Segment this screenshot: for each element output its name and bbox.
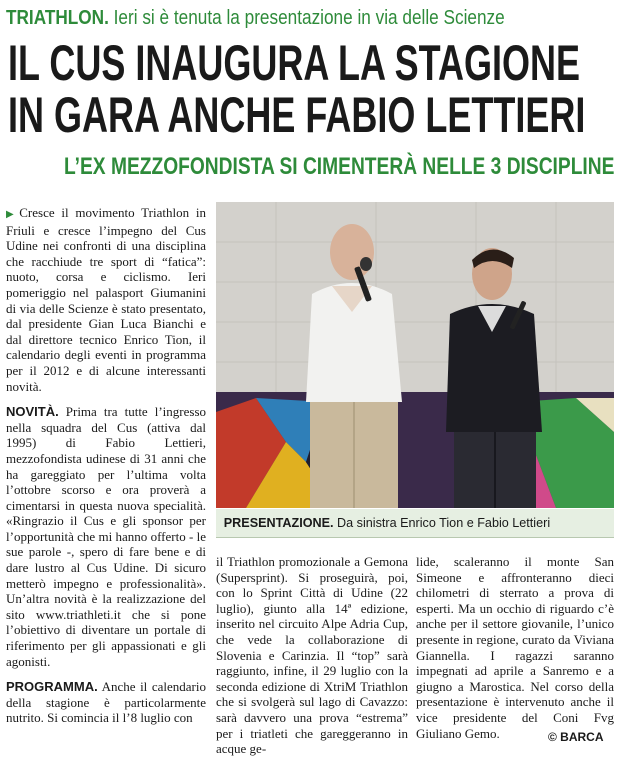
headline-line-1: IL CUS INAUGURA LA STAGIONE [8, 35, 581, 91]
novita-paragraph [6, 404, 206, 669]
column-2-paragraph: il Triathlon promozionale a Gemona (Supersprint). Si proseguirà, poi, con lo Sprint Città di Udine (22 luglio), giunto alla 14ª edizione, inserito nel circuito Alpe Adria Cup, che vede la collaborazione di Slovenia e Carinzia. Il “top” sarà raggiunto, infine, il 29 luglio con la seconda edizione di XtriM Triathlon che si svolgerà sul lago di Cavazzo: sarà davvero una prova “estrema” per i triatleti che gareggeranno in acque ge- [216, 554, 408, 757]
caption-label: PRESENTAZIONE. [223, 515, 334, 530]
programma-paragraph [6, 679, 206, 726]
article-column-1 [6, 205, 206, 747]
programma-text: Anche il calendario della stagione è particolarmente nutrito. Si comincia il l’8 luglio con [6, 679, 206, 726]
programma-label: PROGRAMMA. [6, 679, 98, 695]
kicker [6, 6, 532, 30]
article-column-2 [216, 554, 408, 757]
photo-credit: © BARCA [548, 730, 604, 744]
subheadline: L’EX MEZZOFONDISTA SI CIMENTERÀ NELLE 3 DISCIPLINE [64, 153, 615, 180]
novita-label: NOVITÀ. [6, 404, 59, 420]
bullet-arrow-icon: ▶ [6, 209, 18, 220]
intro-text: Cresce il movimento Triathlon in Friuli e cresce l’impegno del Cus Udine nei confronti di una disciplina che racchiude tre sport di “fatica”: nuoto, corsa e ciclismo. Ieri pomeriggio nel palasport Giumanini di via delle Scienze è stato presentato, dal presidente Gian Luca Bianchi e dal direttore tecnico Enrico Tion, il calendario degli eventi in programma per il 2012 e di alcune interessanti novità. [6, 205, 206, 394]
headline-line-2: IN GARA ANCHE FABIO LETTIERI [8, 87, 586, 143]
novita-text: Prima tra tutte l’ingresso nella squadra del Cus (attiva dal 1995) di Fabio Lettieri, mezzofondista udinese di 31 anni che ha gareggiato per l’ultima volta l’ottobre scorso e ora proverà a cimentarsi in questa nuova specialità. «Ringrazio il Cus e gli sponsor per l’opportunità che mi hanno offerto - le sue parole -, spero di fare bene e di dare lustro al Cus Udine. Di sicuro metterò impegno e professionalità». Un’altra novità è la realizzazione del sito www.triathleti.it che si pone l’obiettivo di diventare un portale di riferimento per gli appassionati e gli agonisti. [6, 404, 206, 669]
intro-paragraph [6, 205, 206, 394]
photo-caption [216, 509, 614, 538]
kicker-text: Ieri si è tenuta la presentazione in via delle Scienze [113, 7, 505, 29]
photo-illustration [216, 202, 614, 508]
article-photo [216, 202, 614, 508]
caption-text: Da sinistra Enrico Tion e Fabio Lettieri [337, 515, 551, 530]
column-3-paragraph: lide, scaleranno il monte San Simeone e affronteranno dieci chilometri di sterrato a prova di esperti. Ma un occhio di riguardo c’è anche per il settore giovanile, l’unico presente in regione, curato da Viviana Giannella. I ragazzi saranno impegnati ad aprile a Sanremo e a giugno a Marostica. Nel corso della presentazione è intervenuto anche il vice presidente del Coni Fvg Giuliano Gemo. [416, 554, 614, 741]
kicker-tag: TRIATHLON. [6, 7, 109, 29]
